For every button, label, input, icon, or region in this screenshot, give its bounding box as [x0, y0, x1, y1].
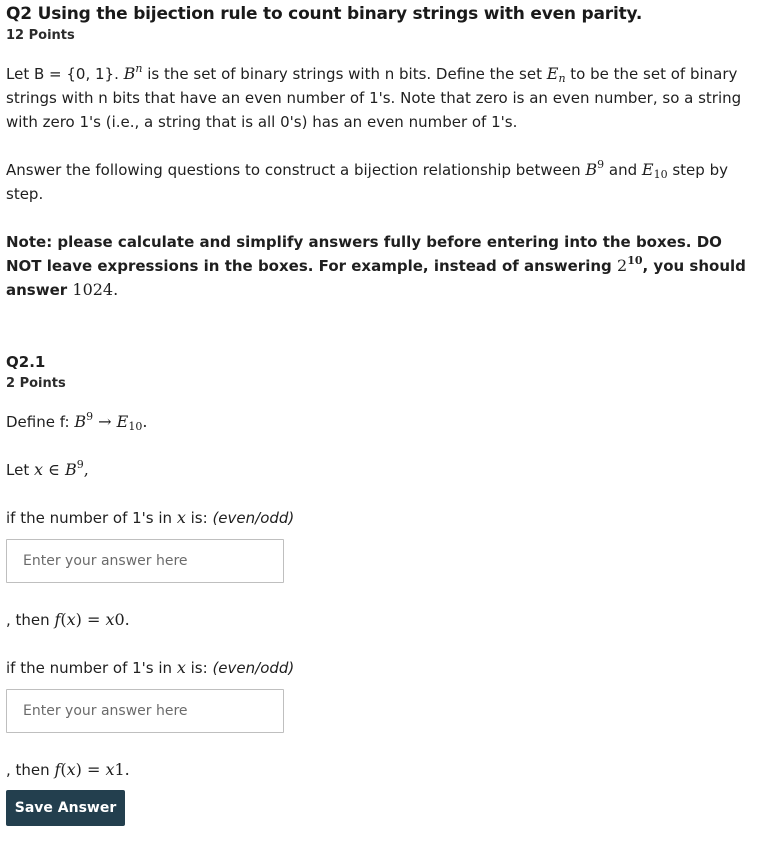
save-answer-button[interactable]: Save Answer — [6, 790, 125, 826]
question-points: 12 Points — [6, 28, 75, 43]
subquestion-title: Q2.1 — [6, 353, 46, 371]
condition-2-label: if the number of 1's in x is: (even/odd) — [6, 658, 295, 677]
answer-instructions: Answer the following questions to construct a bijection relationship between $B^9$ and $E_{10}$ step by step. — [6, 158, 728, 203]
question-intro: Let B = {0, 1}. $B^n$ is the set of binary strings with n bits. Define the set $E_n$ to be the set of binary strings with n bits that have an even number of 1's. Note that zero is an even number, so a string with zero 1's (i.e., a string that is all 0's) has an even number of 1's. — [6, 62, 742, 131]
answer-box-2 — [6, 689, 284, 733]
answer-box-1 — [6, 539, 284, 583]
let-statement: Let x ∈ $B^9$, — [6, 458, 89, 479]
subquestion-points: 2 Points — [6, 376, 66, 391]
condition-1-label: if the number of 1's in x is: (even/odd) — [6, 508, 295, 527]
question-title: Q2 Using the bijection rule to count binary strings with even parity. — [6, 4, 643, 24]
then-statement-2: , then f(x) = x1. — [6, 760, 130, 779]
answer-input-2[interactable] — [7, 690, 283, 732]
answer-input-1[interactable] — [7, 540, 283, 582]
then-statement-1: , then f(x) = x0. — [6, 610, 130, 629]
note-text: Note: please calculate and simplify answers fully before entering into the boxes. DO NOT leave expressions in the boxes. For example, instead of answering $2^{10}$, you should answer 1024. — [6, 233, 746, 299]
define-function: Define f: $B^9 \to E_{10}$. — [6, 410, 148, 433]
